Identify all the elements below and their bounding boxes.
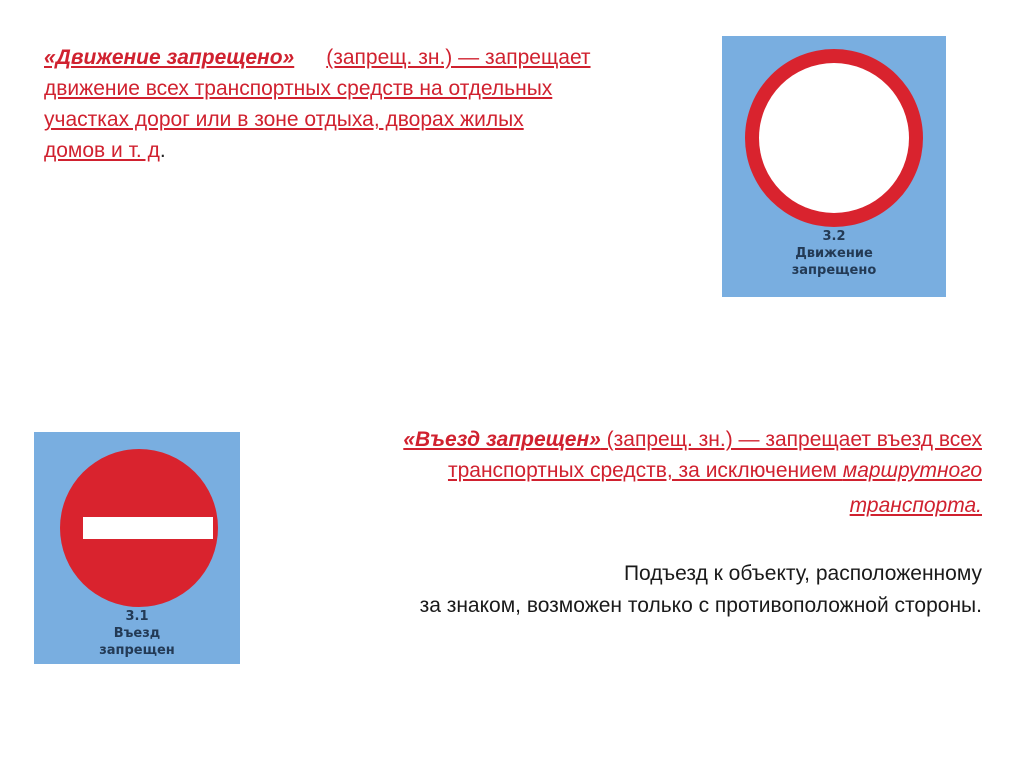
sign-name-line-1: Движение (795, 246, 873, 261)
sign-panel-no-traffic (722, 36, 946, 297)
description-line-4-text: домов и т. д (44, 139, 160, 162)
sign-name-line-2: запрещен (99, 643, 175, 658)
description-line-1-rest: (запрещ. зн.) — запрещает (326, 46, 591, 69)
description-line-2 (262, 455, 982, 486)
no-entry-title: «Въезд запрещен» (403, 428, 601, 451)
description-line-4-end: . (159, 139, 166, 162)
sign-name-line-2: запрещено (791, 263, 877, 278)
description-line-2-b: маршрутного (842, 459, 982, 482)
description-line-2: движение всех транспортных средств на отдельных (44, 77, 553, 100)
description-line-4 (44, 135, 714, 166)
no-entry-description (262, 424, 982, 521)
sign-caption-no-entry (34, 608, 240, 659)
access-note (262, 558, 982, 622)
description-line-1 (262, 424, 982, 455)
note-line-1: Подъезд к объекту, расположенному (623, 562, 982, 585)
description-line-3: участках дорог или в зоне отдыха, дворах жилых (44, 108, 524, 131)
sign-caption-no-traffic (722, 228, 946, 279)
no-traffic-description (44, 42, 714, 166)
no-traffic-title: «Движение запрещено» (44, 46, 295, 69)
sign-name-line-1: Въезд (113, 626, 161, 641)
sign-number: 3.1 (125, 609, 149, 624)
description-line-1-rest: (запрещ. зн.) — запрещает въезд всех (600, 428, 982, 451)
description-line-3: транспорта. (849, 494, 982, 517)
sign-panel-no-entry (34, 432, 240, 664)
sign-white-bar (83, 517, 213, 539)
description-line-2-a: транспортных средств, за исключением (447, 459, 843, 482)
note-line-2: за знаком, возможен только с противоположной стороны. (419, 594, 982, 617)
sign-number: 3.2 (822, 229, 846, 244)
description-line-1 (44, 42, 714, 73)
sign-white-center (759, 63, 909, 213)
